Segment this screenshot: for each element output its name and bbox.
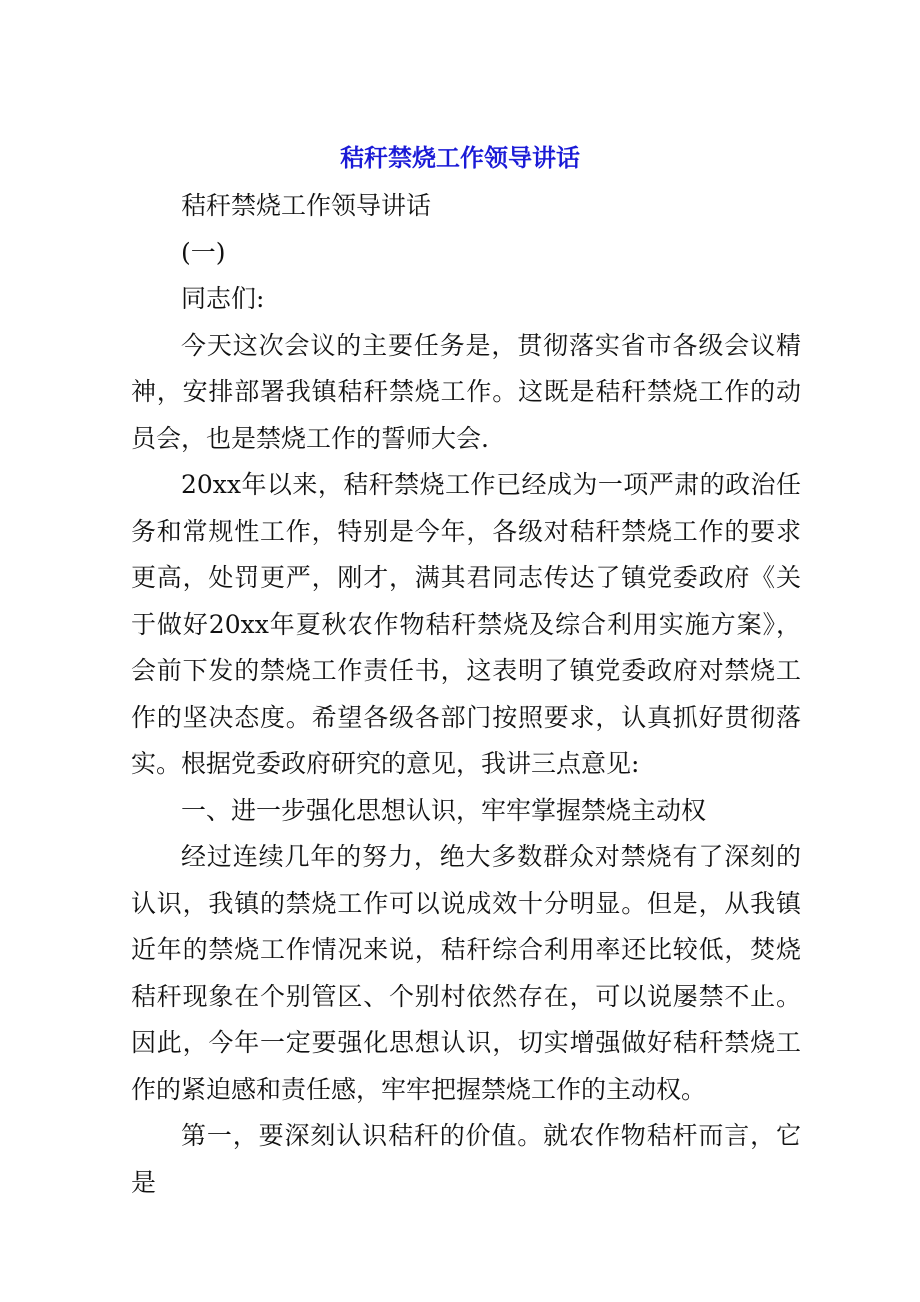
paragraph: 今天这次会议的主要任务是，贯彻落实省市各级会议精神，安排部署我镇秸秆禁烧工作。这既是秸秆禁烧工作的动员会，也是禁烧工作的誓师大会. xyxy=(131,330,801,453)
paragraph: 第一，要深刻认识秸秆的价值。就农作物秸杆而言，它是 xyxy=(131,1121,801,1197)
paragraph-salutation: 同志们: xyxy=(181,284,265,313)
paragraph-section-number: (一) xyxy=(181,237,226,267)
document-body xyxy=(131,183,801,1206)
paragraph-subheading: 一、进一步强化思想认识，牢牢掌握禁烧主动权 xyxy=(181,795,707,825)
paragraph-heading: 秸秆禁烧工作领导讲话 xyxy=(181,191,432,220)
document-title: 秸秆禁烧工作领导讲话 xyxy=(340,144,580,172)
paragraph: 经过连续几年的努力，绝大多数群众对禁烧有了深刻的认识，我镇的禁烧工作可以说成效十分明显。但是，从我镇近年的禁烧工作情况来说，秸秆综合利用率还比较低，焚烧秸秆现象在个别管区、个别村依然存在，可以说屡禁不止。因此，今年一定要强化思想认识，切实增强做好秸秆禁烧工作的紧迫感和责任感，牢牢把握禁烧工作的主动权。 xyxy=(131,842,801,1104)
paragraph: 20xx年以来，秸秆禁烧工作已经成为一项严肃的政治任务和常规性工作，特别是今年，各级对秸秆禁烧工作的要求更高，处罚更严，刚才，满其君同志传达了镇党委政府《关于做好20xx年夏秋农作物秸秆禁烧及综合利用实施方案》，会前下发的禁烧工作责任书，这表明了镇党委政府对禁烧工作的坚决态度。希望各级各部门按照要求，认真抓好贯彻落实。根据党委政府研究的意见，我讲三点意见: xyxy=(131,470,801,778)
